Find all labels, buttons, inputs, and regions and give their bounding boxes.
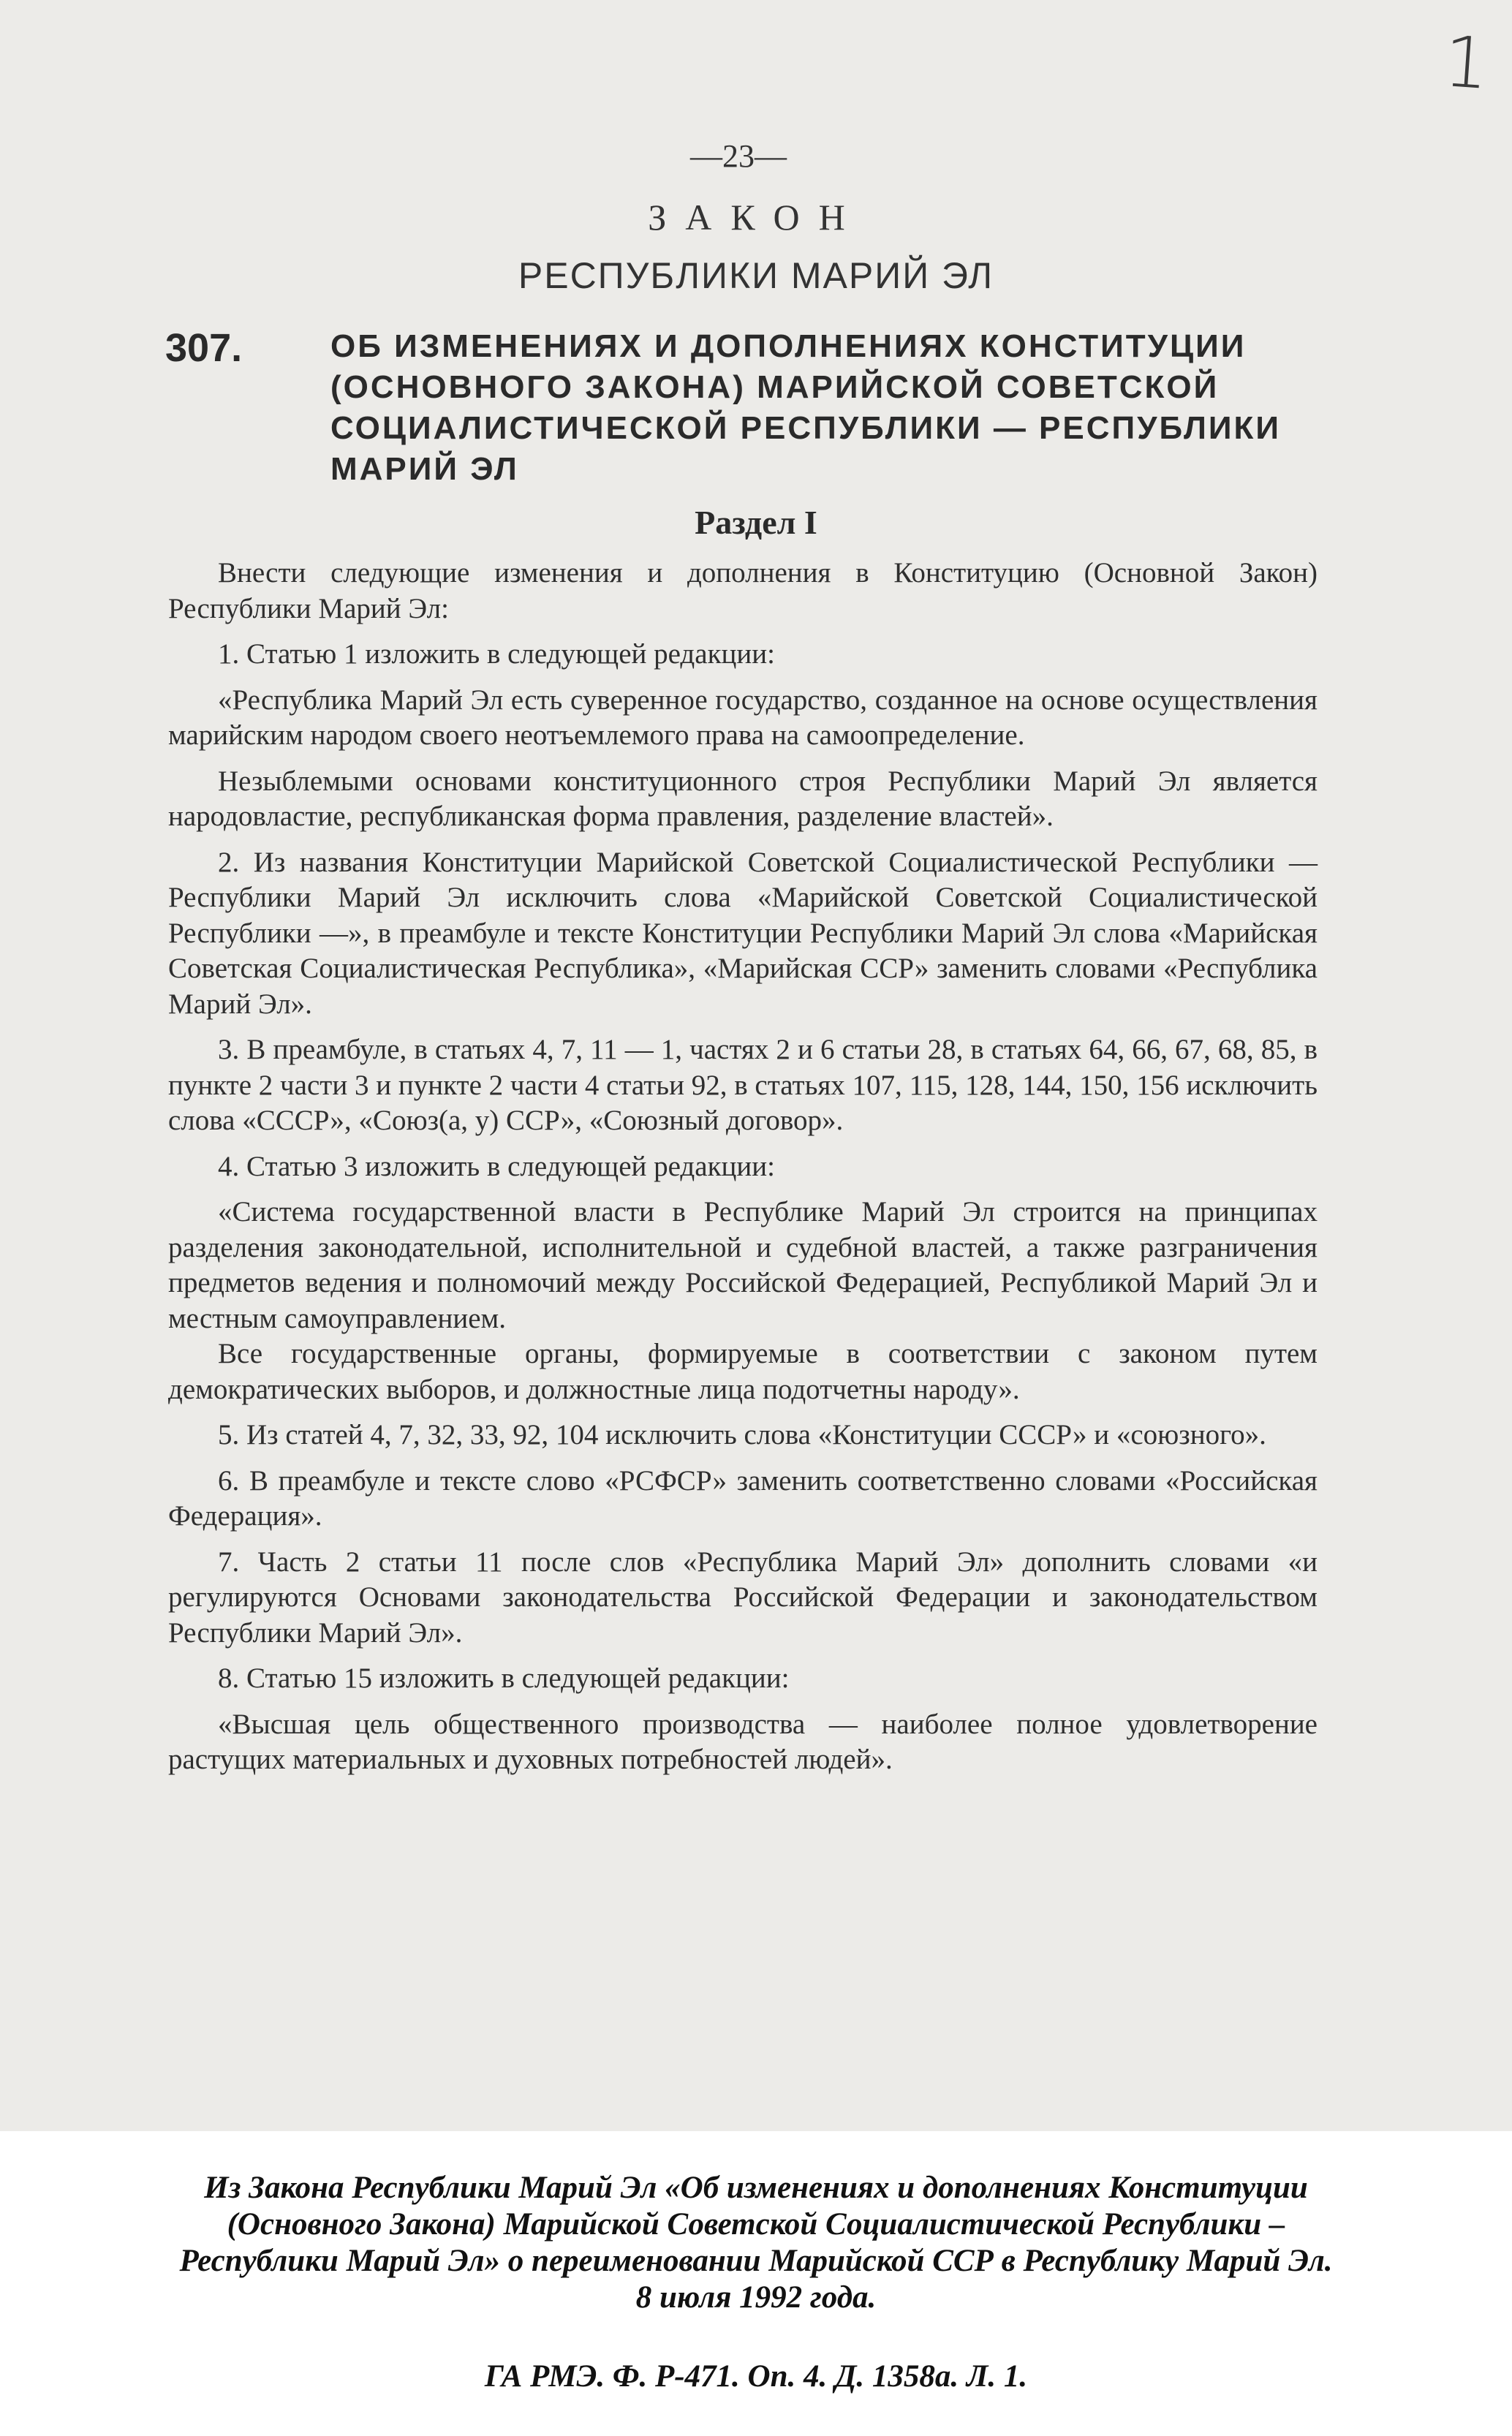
paragraph: Все государственные органы, формируемые в соответствии с законом путем демократических выборов, и должностные лица подотчетны народу».: [168, 1338, 1318, 1405]
paragraph: 1. Статью 1 изложить в следующей редакции:: [218, 638, 775, 670]
section-title: Раздел I: [695, 504, 817, 541]
archive-sheet-number: 1: [1441, 20, 1492, 105]
image-caption: [44, 2170, 1468, 2316]
paragraph: 2. Из названия Конституции Марийской Советской Социалистической Республики — Республики Марий Эл исключить слова «Марийской Советской Социалистической Республики —», в преамбуле и тексте Конституции Республики Марий Эл слова «Марийская Советская Социалистическая Республика», «Марийская ССР» заменить словами «Республика Марий Эл».: [168, 846, 1318, 1020]
paragraph: 4. Статью 3 изложить в следующей редакции:: [218, 1150, 775, 1182]
caption-line: (Основного Закона) Марийской Советской Социалистической Республики –: [227, 2207, 1285, 2242]
caption-line: Республики Марий Эл» о переименовании Марийской ССР в Республику Марий Эл.: [179, 2244, 1333, 2278]
paragraph: «Система государственной власти в Республике Марий Эл строится на принципах разделения законодательной, исполнительной и судебной властей, а также разграничения предметов ведения и полномочий между Российской Федерацией, Республикой Марий Эл и местным самоуправлением.: [168, 1196, 1318, 1334]
paragraph: 6. В преамбуле и тексте слово «РСФСР» заменить соответственно словами «Российская Федерация».: [168, 1464, 1318, 1532]
law-title: ЗАКОН: [648, 197, 864, 238]
caption-date: 8 июля 1992 года.: [635, 2280, 877, 2315]
paragraph: «Высшая цель общественного производства — наиболее полное удовлетворение растущих материальных и духовных потребностей людей».: [168, 1708, 1318, 1775]
law-body: [168, 556, 1318, 1788]
paragraph: 3. В преамбуле, в статьях 4, 7, 11 — 1, частях 2 и 6 статьи 28, в статьях 64, 66, 67, 68, 85, в пункте 2 части 3 и пункте 2 части 4 статьи 92, в статьях 107, 115, 128, 144, 150, 156 исключить слова «СССР», «Союз(а, у) ССР», «Союзный договор».: [168, 1034, 1318, 1136]
law-number: 307.: [165, 326, 243, 370]
paragraph: 5. Из статей 4, 7, 32, 33, 92, 104 исключить слова «Конституции СССР» и «союзного».: [218, 1419, 1266, 1450]
paragraph: 8. Статью 15 изложить в следующей редакции:: [218, 1663, 790, 1694]
paragraph: Внести следующие изменения и дополнения в Конституцию (Основной Закон) Республики Марий Эл:: [168, 557, 1318, 624]
page-number: —23—: [690, 138, 787, 174]
archive-source-reference: ГА РМЭ. Ф. Р-471. Оп. 4. Д. 1358а. Л. 1.: [484, 2359, 1028, 2394]
caption-line: Из Закона Республики Марий Эл «Об изменениях и дополнениях Конституции: [204, 2171, 1308, 2205]
law-heading: ОБ ИЗМЕНЕНИЯХ И ДОПОЛНЕНИЯХ КОНСТИТУЦИИ (ОСНОВНОГО ЗАКОНА) МАРИЙСКОЙ СОВЕТСКОЙ СОЦИАЛИСТИЧЕСКОЙ РЕСПУБЛИКИ — РЕСПУБЛИКИ МАРИЙ ЭЛ: [330, 328, 1282, 487]
law-subtitle: РЕСПУБЛИКИ МАРИЙ ЭЛ: [518, 255, 994, 296]
paragraph: 7. Часть 2 статьи 11 после слов «Республика Марий Эл» дополнить словами «и регулируются Основами законодательства Российской Федерации и законодательством Республики Марий Эл».: [168, 1546, 1318, 1649]
paragraph: «Республика Марий Эл есть суверенное государство, созданное на основе осуществления марийским народом своего неотъемлемого права на самоопределение.: [168, 684, 1318, 751]
paragraph: Незыблемыми основами конституционного строя Республики Марий Эл является народовластие, республиканская форма правления, разделение властей».: [168, 765, 1318, 832]
